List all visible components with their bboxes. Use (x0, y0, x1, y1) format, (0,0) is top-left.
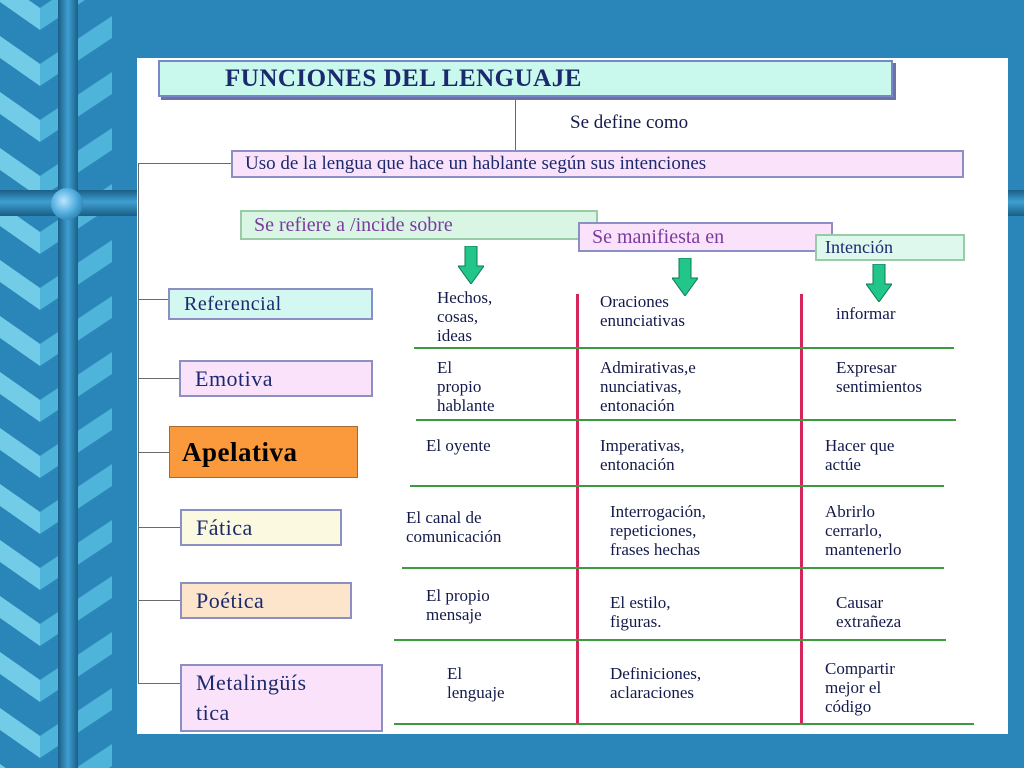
connector-line (138, 527, 180, 528)
row-separator (394, 639, 946, 641)
connector-line (138, 683, 180, 684)
connector-line (138, 600, 180, 601)
decorative-knob (51, 188, 83, 220)
cell-manifiesta: Admirativas,e nunciativas, entonación (600, 358, 696, 415)
function-fatica: Fática (180, 509, 342, 546)
row-separator (414, 347, 954, 349)
cell-manifiesta: Interrogación, repeticiones, frases hechas (610, 502, 706, 559)
column-separator (576, 294, 579, 724)
column-separator (800, 294, 803, 724)
function-metalinguistica-line2: tica (196, 700, 230, 725)
cell-intencion: informar (836, 304, 896, 323)
function-emotiva: Emotiva (179, 360, 373, 397)
down-arrow-icon (672, 258, 698, 296)
connector-line (138, 299, 168, 300)
connector-line (138, 163, 139, 683)
function-metalinguistica (180, 664, 383, 732)
connector-line (138, 452, 169, 453)
cell-manifiesta: El estilo, figuras. (610, 593, 671, 631)
decorative-vertical-bar (58, 0, 78, 768)
cell-manifiesta: Definiciones, aclaraciones (610, 664, 702, 702)
decorative-border (0, 0, 112, 768)
function-apelativa: Apelativa (169, 426, 358, 478)
cell-intencion: Hacer que actúe (825, 436, 895, 474)
connector-line (515, 98, 516, 150)
down-arrow-icon (458, 246, 484, 284)
cell-intencion: Abrirlo cerrarlo, mantenerlo (825, 502, 902, 559)
connector-line (138, 378, 179, 379)
header-intencion: Intención (815, 234, 965, 261)
definition-box: Uso de la lengua que hace un hablante según sus intenciones (231, 150, 964, 178)
function-poetica: Poética (180, 582, 352, 619)
connector-line (138, 163, 231, 164)
row-separator (416, 419, 956, 421)
down-arrow-icon (866, 264, 892, 302)
cell-refiere: El oyente (426, 436, 491, 455)
definition-connector-label: Se define como (570, 112, 689, 133)
cell-refiere: El propio mensaje (426, 586, 490, 624)
cell-intencion: Expresar sentimientos (836, 358, 922, 396)
cell-refiere: El propio hablante (437, 358, 495, 415)
cell-manifiesta: Oraciones enunciativas (600, 292, 685, 330)
cell-refiere: Hechos, cosas, ideas (437, 288, 493, 345)
row-separator (402, 567, 944, 569)
row-separator (394, 723, 974, 725)
function-referencial: Referencial (168, 288, 373, 320)
cell-intencion: Causar extrañeza (836, 593, 902, 631)
cell-manifiesta: Imperativas, entonación (600, 436, 685, 474)
cell-refiere: El canal de comunicación (406, 508, 502, 546)
cell-refiere: El lenguaje (447, 664, 505, 702)
header-refiere: Se refiere a /incide sobre (240, 210, 598, 240)
header-manifiesta: Se manifiesta en (578, 222, 833, 252)
diagram-title: FUNCIONES DEL LENGUAJE (158, 60, 893, 97)
cell-intencion: Compartir mejor el código (825, 659, 895, 716)
function-metalinguistica-line1: Metalingüís (196, 670, 307, 695)
row-separator (410, 485, 944, 487)
